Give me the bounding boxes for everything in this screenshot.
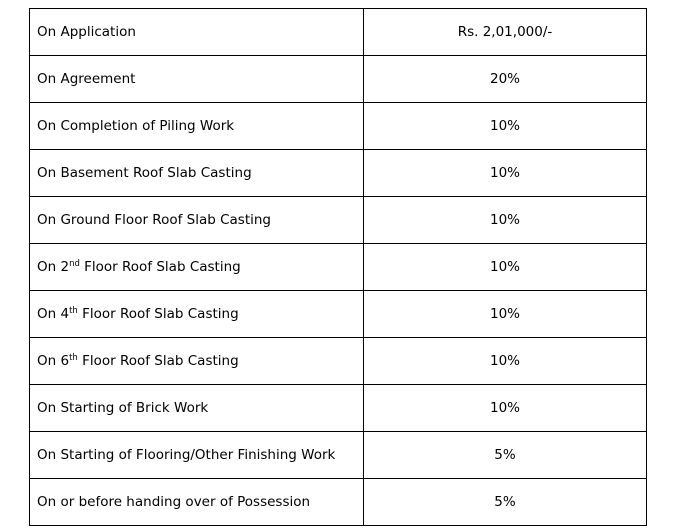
stage-label: On or before handing over of Possession <box>37 494 311 510</box>
stage-cell <box>30 150 364 197</box>
stage-label: On Ground Floor Roof Slab Casting <box>37 212 271 228</box>
stage-cell <box>30 56 364 103</box>
stage-label: On Starting of Flooring/Other Finishing Work <box>37 447 336 463</box>
table-row <box>30 385 647 432</box>
stage-label: On Completion of Piling Work <box>37 118 235 134</box>
stage-cell <box>30 479 364 526</box>
table-row <box>30 338 647 385</box>
table-row <box>30 479 647 526</box>
stage-cell <box>30 432 364 479</box>
stage-cell <box>30 197 364 244</box>
stage-label-prefix: On 4 <box>37 306 70 322</box>
table-row <box>30 56 647 103</box>
stage-cell <box>30 103 364 150</box>
table-row <box>30 103 647 150</box>
ordinal-suffix: nd <box>69 259 80 269</box>
stage-label: On Starting of Brick Work <box>37 400 209 416</box>
stage-cell <box>30 9 364 56</box>
table-row <box>30 432 647 479</box>
table-row <box>30 291 647 338</box>
stage-label: On Application <box>37 24 136 40</box>
amount-cell: 20% <box>364 56 647 103</box>
amount-cell: 5% <box>364 432 647 479</box>
stage-cell <box>30 291 364 338</box>
amount-cell: 10% <box>364 338 647 385</box>
amount-cell: 10% <box>364 385 647 432</box>
stage-label-prefix: On 2 <box>37 259 70 275</box>
amount-cell: 5% <box>364 479 647 526</box>
table-row <box>30 9 647 56</box>
table-row <box>30 244 647 291</box>
stage-label-prefix: On 6 <box>37 353 70 369</box>
amount-cell: 10% <box>364 197 647 244</box>
stage-cell <box>30 338 364 385</box>
stage-cell <box>30 385 364 432</box>
table-row <box>30 150 647 197</box>
stage-label-suffix: Floor Roof Slab Casting <box>77 353 239 369</box>
stage-cell <box>30 244 364 291</box>
amount-cell: 10% <box>364 150 647 197</box>
amount-cell: 10% <box>364 291 647 338</box>
stage-label-suffix: Floor Roof Slab Casting <box>77 306 239 322</box>
ordinal-suffix: th <box>69 306 78 316</box>
amount-cell: 10% <box>364 244 647 291</box>
stage-label: On Basement Roof Slab Casting <box>37 165 252 181</box>
amount-cell: Rs. 2,01,000/- <box>364 9 647 56</box>
amount-cell: 10% <box>364 103 647 150</box>
table-row <box>30 197 647 244</box>
ordinal-suffix: th <box>69 353 78 363</box>
stage-label: On Agreement <box>37 71 136 87</box>
payment-schedule-table <box>29 8 647 526</box>
stage-label-suffix: Floor Roof Slab Casting <box>79 259 241 275</box>
